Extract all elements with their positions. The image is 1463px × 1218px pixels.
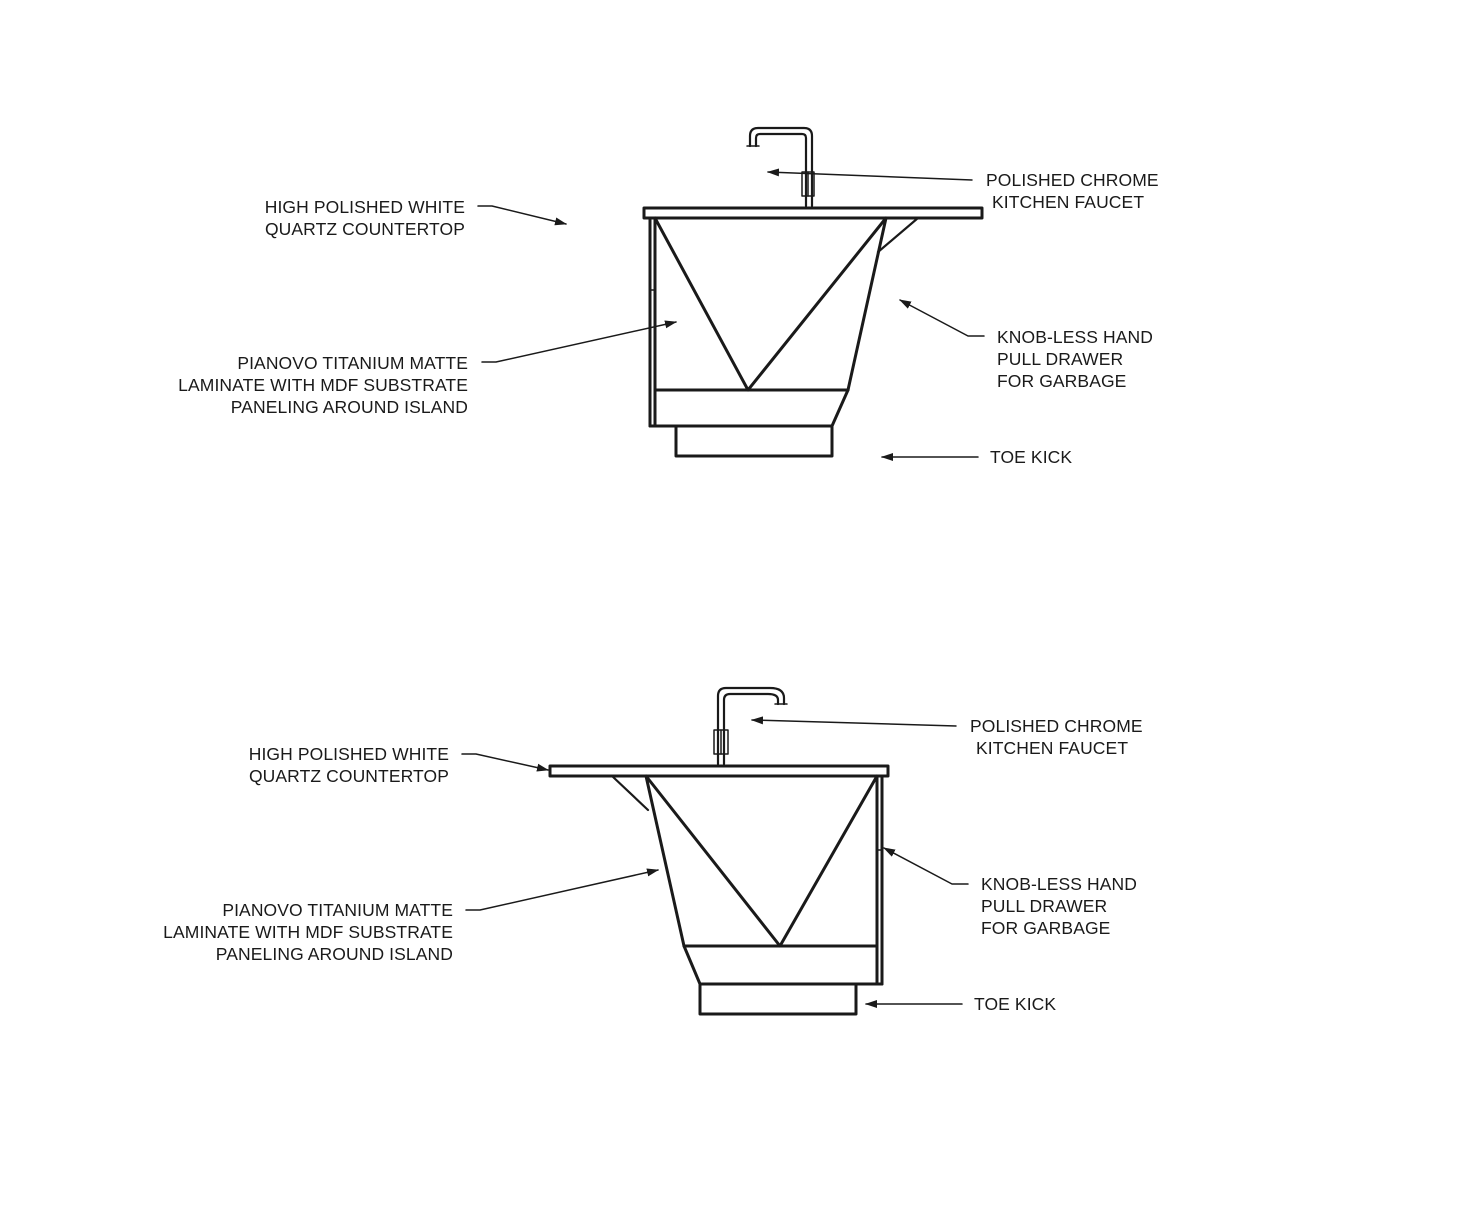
- paneling-leader: [482, 322, 676, 362]
- toe-kick-label: TOE KICK: [990, 447, 1073, 467]
- drawer-label: KNOB-LESS HAND PULL DRAWER FOR GARBAGE: [981, 874, 1138, 938]
- toe-kick-block: [700, 984, 856, 1014]
- toe-kick-block: [676, 426, 832, 456]
- countertop-leader: [478, 206, 566, 224]
- cabinet-body: [650, 218, 918, 426]
- countertop-slab: [644, 208, 982, 218]
- drawer-label: KNOB-LESS HAND PULL DRAWER FOR GARBAGE: [997, 327, 1154, 391]
- drawer-leader: [884, 848, 968, 884]
- faucet-label: POLISHED CHROME KITCHEN FAUCET: [970, 716, 1143, 758]
- faucet-icon: [714, 688, 787, 764]
- elevation-2: [462, 688, 968, 1014]
- faucet-leader: [752, 720, 956, 726]
- faucet-label: POLISHED CHROME KITCHEN FAUCET: [986, 170, 1159, 212]
- faucet-icon: [747, 128, 814, 206]
- paneling-leader: [466, 870, 658, 910]
- faucet-leader: [768, 172, 972, 180]
- paneling-label: PIANOVO TITANIUM MATTE LAMINATE WITH MDF SUBSTRATE PANELING AROUND ISLAND: [178, 353, 468, 417]
- countertop-slab: [550, 766, 888, 776]
- countertop-leader: [462, 754, 548, 770]
- cabinet-body: [612, 776, 882, 984]
- countertop-label: HIGH POLISHED WHITE QUARTZ COUNTERTOP: [248, 744, 449, 786]
- toe-kick-label: TOE KICK: [974, 994, 1057, 1014]
- drawer-leader: [900, 300, 984, 336]
- elevation-1: [478, 128, 984, 457]
- countertop-label: HIGH POLISHED WHITE QUARTZ COUNTERTOP: [264, 197, 465, 239]
- paneling-label: PIANOVO TITANIUM MATTE LAMINATE WITH MDF SUBSTRATE PANELING AROUND ISLAND: [163, 900, 453, 964]
